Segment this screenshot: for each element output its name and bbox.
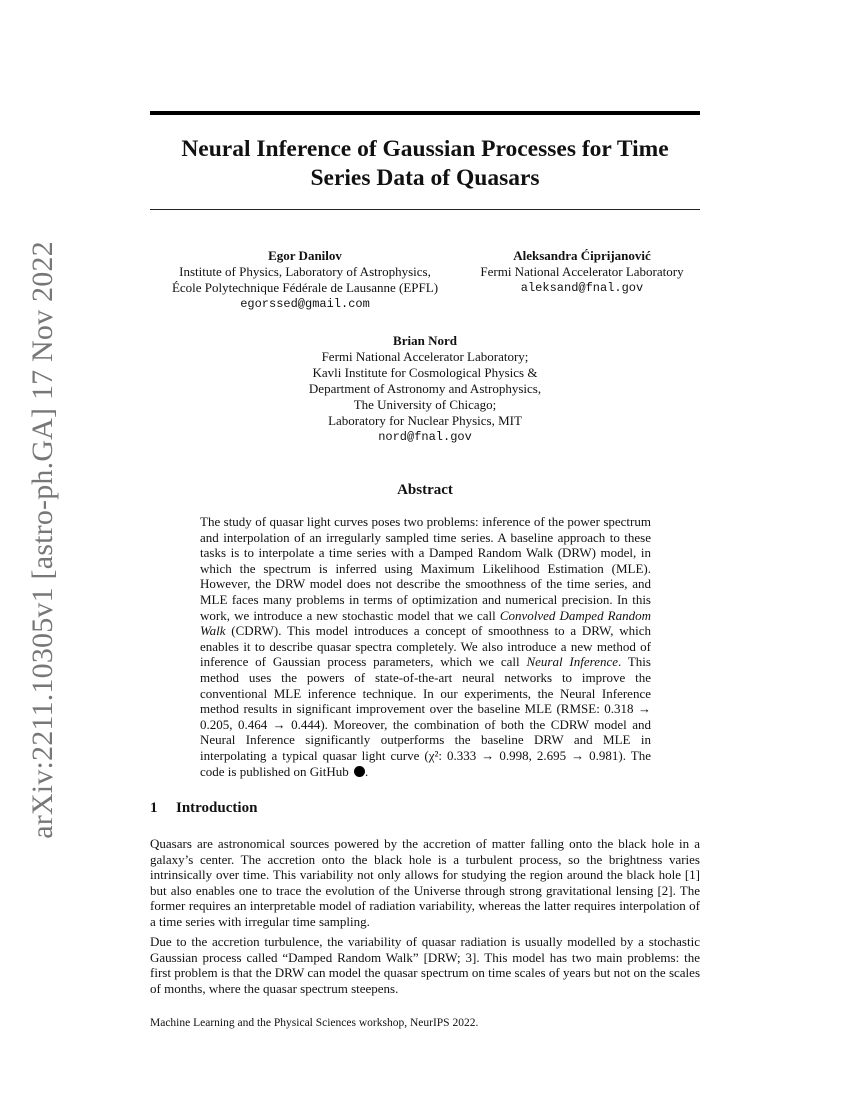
author-affiliation: Institute of Physics, Laboratory of Astrophysics, bbox=[179, 264, 431, 279]
author-name: Aleksandra Ćiprijanović bbox=[513, 248, 651, 263]
author-block bbox=[275, 333, 575, 445]
body-paragraph: Due to the accretion turbulence, the variability of quasar radiation is usually modelled by a stochastic Gaussian process called “Damped Random Walk” [DRW; 3]. This model has two main problems: the first problem is that the DRW can model the quasar spectrum on time scales of years but not on the scales of months, where the quasar spectrum steepens. bbox=[150, 934, 700, 996]
author-email[interactable]: aleksand@fnal.gov bbox=[520, 281, 644, 295]
author-block bbox=[160, 248, 450, 312]
paper-title: Neural Inference of Gaussian Processes for Time Series Data of Quasars bbox=[181, 136, 669, 191]
author-name: Brian Nord bbox=[393, 333, 457, 348]
body-paragraph: Quasars are astronomical sources powered by the accretion of matter falling onto the black hole in a galaxy’s center. The accretion onto the black hole is a turbulent process, so the brightness varies intrinsically over time. This variability not only allows for studying the region around the black hole [1] but also enables one to trace the evolution of the Universe through strong gravitational lensing [2]. The former requires an interpretable model of radiation variability, whereas the latter requires interpolation of a time series with irregular time sampling. bbox=[150, 836, 700, 929]
abstract-end: . bbox=[365, 763, 369, 779]
abstract-body bbox=[200, 514, 651, 779]
author-affiliation: Laboratory for Nuclear Physics, MIT bbox=[328, 413, 522, 428]
abstract-italic: Neural Inference bbox=[526, 654, 619, 670]
author-name: Egor Danilov bbox=[268, 248, 342, 263]
abstract-text: . This method uses the powers of state-of-the-art neural networks to improve the conventional MLE inference technique. In our experiments, the Neural Inference method results in significant improvement over the baseline MLE (RMSE: 0.318 → 0.205, 0.464 → 0.444). Moreover, the combination of both the CDRW model and Neural Inference significantly outperforms the baseline DRW and MLE in interpolating a typical quasar light curve (χ²: 0.333 → 0.998, 2.695 → 0.981). The code is published on GitHub bbox=[200, 654, 651, 779]
section-number: 1 bbox=[150, 800, 158, 816]
title-rule-bottom bbox=[150, 209, 700, 210]
section-title: Introduction bbox=[176, 800, 258, 816]
section-heading bbox=[150, 800, 257, 817]
author-affiliation: Fermi National Accelerator Laboratory bbox=[480, 264, 684, 279]
author-affiliation: École Polytechnique Fédérale de Lausanne (EPFL) bbox=[171, 280, 439, 295]
venue-footnote: Machine Learning and the Physical Sciences workshop, NeurIPS 2022. bbox=[150, 1017, 479, 1029]
arxiv-stamp: arXiv:2211.10305v1 [astro-ph.GA] 17 Nov 2022 bbox=[26, 241, 59, 839]
author-affiliation: Fermi National Accelerator Laboratory; bbox=[321, 349, 529, 364]
author-block bbox=[462, 248, 702, 296]
abstract-heading: Abstract bbox=[397, 482, 453, 498]
author-affiliation: The University of Chicago; bbox=[353, 397, 497, 412]
abstract-italic: Convolved Damped Random Walk bbox=[200, 607, 651, 639]
github-icon[interactable] bbox=[354, 766, 365, 777]
author-affiliation: Department of Astronomy and Astrophysics, bbox=[308, 381, 542, 396]
title-rule-top bbox=[150, 111, 700, 115]
author-affiliation: Kavli Institute for Cosmological Physics & bbox=[312, 365, 538, 380]
author-email[interactable]: nord@fnal.gov bbox=[378, 430, 472, 444]
abstract-text: The study of quasar light curves poses two problems: inference of the power spectrum and interpolation of an irregularly sampled time series. A baseline approach to these tasks is to interpolate a time series with a Damped Random Walk (DRW) model, in which the spectrum is inferred using Maximum Likelihood Estimation (MLE). However, the DRW model does not describe the smoothness of the time series, and MLE faces many problems in terms of optimization and numerical precision. In this work, we introduce a new stochastic model that we call bbox=[200, 514, 651, 623]
author-email[interactable]: egorssed@gmail.com bbox=[240, 297, 370, 311]
abstract-text: (CDRW). This model introduces a concept of smoothness to a DRW, which enables it to describe quasar spectra completely. We also introduce a new method of inference of Gaussian process parameters, which we call bbox=[200, 623, 651, 670]
